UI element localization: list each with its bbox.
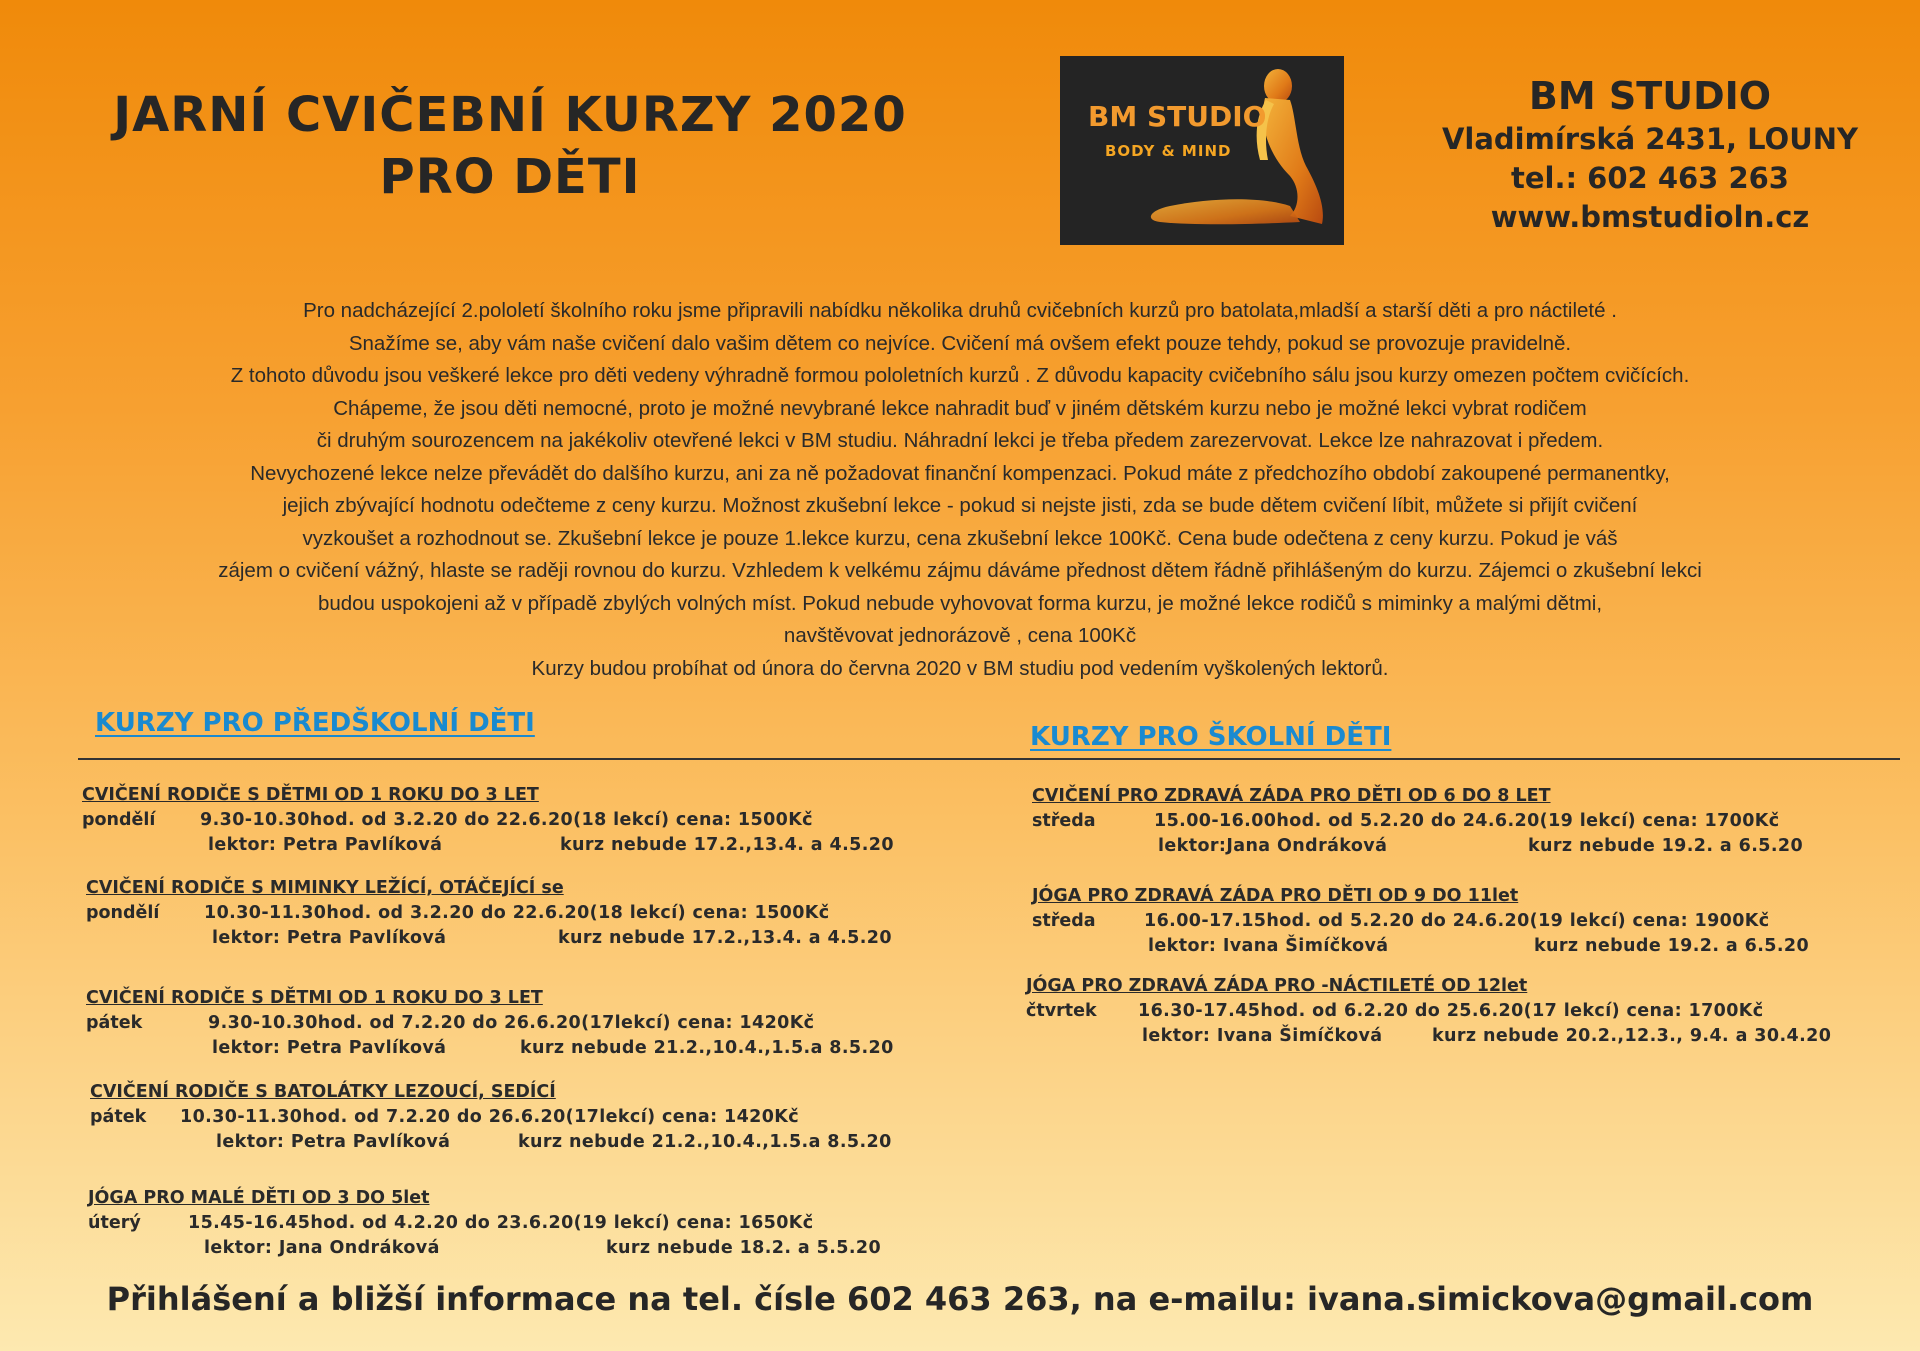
course-lector: lektor: Petra Pavlíková [212, 928, 447, 948]
title-line-2: PRO DĚTI [379, 149, 641, 205]
intro-line: navštěvovat jednorázově , cena 100Kč [783, 624, 1137, 647]
course-day: středa [1032, 911, 1096, 931]
course-day: pondělí [82, 810, 156, 830]
course-time: 15.00-16.00hod. od 5.2.20 do 24.6.20(19 lekcí) cena: 1700Kč [1154, 811, 1780, 831]
school-heading: KURZY PRO ŠKOLNÍ DĚTI [1030, 722, 1392, 752]
course-lector: lektor: Petra Pavlíková [212, 1038, 447, 1058]
course-item [1026, 976, 1832, 1046]
page-title [60, 84, 960, 208]
course-note: kurz nebude 21.2.,10.4.,1.5.a 8.5.20 [518, 1132, 892, 1152]
intro-line: Nevychozené lekce nelze převádět do dalšího kurzu, ani za ně požadovat finanční kompenzaci. Pokud máte z předchozího období zakoupené permanentky, [250, 461, 1670, 485]
course-title: JÓGA PRO MALÉ DĚTI OD 3 DO 5let [88, 1188, 430, 1208]
course-item [1032, 786, 1804, 856]
intro-line: budou uspokojeni až v případě zbylých volných míst. Pokud nebude vyhovovat forma kurzu, je možné lekce rodičů s miminky a malými dětmi, [317, 591, 1603, 615]
course-note: kurz nebude 21.2.,10.4.,1.5.a 8.5.20 [520, 1038, 894, 1058]
intro-line: zájem o cvičení vážný, hlaste se raději rovnou do kurzu. Vzhledem k velkému zájmu dáváme přednost dětem řádně přihlášeným do kurzu. Zájemci o zkušební lekci [218, 559, 1702, 582]
course-item [88, 1188, 882, 1258]
intro-line: Pro nadcházející 2.pololetí školního roku jsme připravili nabídku několika druhů cvičebních kurzů pro batolata,mladší a starší děti a pro náctileté . [303, 299, 1617, 322]
intro-line: vyzkoušet a rozhodnout se. Zkušební lekce je pouze 1.lekce kurzu, cena zkušební lekce 100Kč. Cena bude odečtena z ceny kurzu. Pokud je váš [302, 526, 1618, 550]
course-note: kurz nebude 19.2. a 6.5.20 [1534, 936, 1810, 956]
studio-logo [1060, 56, 1344, 245]
logo-brand: BM STUDIO [1088, 100, 1267, 133]
course-lector: lektor: Ivana Šimíčková [1142, 1026, 1383, 1046]
course-time: 9.30-10.30hod. od 3.2.20 do 22.6.20(18 lekcí) cena: 1500Kč [200, 810, 813, 830]
contact-name: BM STUDIO [1528, 74, 1772, 118]
course-note: kurz nebude 18.2. a 5.5.20 [606, 1238, 882, 1258]
course-time: 16.30-17.45hod. od 6.2.20 do 25.6.20(17 lekcí) cena: 1700Kč [1138, 1001, 1764, 1021]
intro-line: Snažíme se, aby vám naše cvičení dalo vašim dětem co nejvíce. Cvičení má ovšem efekt pouze tehdy, pokud se provozuje pravidelně. [348, 331, 1572, 355]
contact-phone: tel.: 602 463 263 [1511, 161, 1789, 195]
intro-line: či druhým sourozencem na jakékoliv otevřené lekci v BM studiu. Náhradní lekci je třeba předem zarezervovat. Lekce lze nahrazovat i předem. [316, 429, 1604, 452]
course-day: pondělí [86, 903, 160, 923]
course-day: čtvrtek [1026, 1001, 1097, 1021]
course-title: CVIČENÍ PRO ZDRAVÁ ZÁDA PRO DĚTI OD 6 DO 8 LET [1032, 786, 1551, 806]
course-time: 16.00-17.15hod. od 5.2.20 do 24.6.20(19 lekcí) cena: 1900Kč [1144, 911, 1770, 931]
course-day: pátek [86, 1013, 143, 1033]
course-item [86, 878, 892, 948]
course-lector: lektor:Jana Ondráková [1158, 836, 1388, 856]
intro-line: Chápeme, že jsou děti nemocné, proto je možné nevybrané lekce nahradit buď v jiném dětském kurzu nebo je možné lekci vybrat rodičem [333, 396, 1587, 420]
course-lector: lektor: Petra Pavlíková [216, 1132, 451, 1152]
section-divider [78, 758, 1900, 760]
logo-tagline: BODY & MIND [1105, 142, 1232, 160]
course-item [86, 988, 894, 1058]
course-day: středa [1032, 811, 1096, 831]
course-title: CVIČENÍ RODIČE S DĚTMI OD 1 ROKU DO 3 LET [82, 785, 539, 805]
course-title: JÓGA PRO ZDRAVÁ ZÁDA PRO -NÁCTILETÉ OD 12let [1026, 976, 1528, 996]
course-day: úterý [88, 1213, 141, 1233]
course-title: CVIČENÍ RODIČE S BATOLÁTKY LEZOUCÍ, SEDÍCÍ [90, 1082, 556, 1102]
course-day: pátek [90, 1107, 147, 1127]
course-note: kurz nebude 20.2.,12.3., 9.4. a 30.4.20 [1432, 1026, 1832, 1046]
course-lector: lektor: Ivana Šimíčková [1148, 936, 1389, 956]
course-item [1032, 886, 1810, 956]
intro-line: Kurzy budou probíhat od února do června 2020 v BM studiu pod vedením vyškolených lektorů. [531, 656, 1389, 680]
contact-web: www.bmstudioln.cz [1490, 200, 1810, 234]
intro-line: Z tohoto důvodu jsou veškeré lekce pro děti vedeny výhradně formou pololetních kurzů . Z důvodu kapacity cvičebního sálu jsou kurzy omezen počtem cvičících. [230, 364, 1690, 387]
intro-line: jejich zbývající hodnotu odečteme z ceny kurzu. Možnost zkušební lekce - pokud si nejste jisti, zda se bude dětem cvičení líbit, můžete si přijít cvičení [282, 494, 1638, 517]
course-note: kurz nebude 17.2.,13.4. a 4.5.20 [558, 928, 892, 948]
course-title: CVIČENÍ RODIČE S MIMINKY LEŽÍCÍ, OTÁČEJÍCÍ se [86, 878, 564, 898]
course-note: kurz nebude 19.2. a 6.5.20 [1528, 836, 1804, 856]
course-note: kurz nebude 17.2.,13.4. a 4.5.20 [560, 835, 894, 855]
intro-text [40, 295, 1880, 685]
course-lector: lektor: Jana Ondráková [204, 1238, 440, 1258]
course-title: CVIČENÍ RODIČE S DĚTMI OD 1 ROKU DO 3 LET [86, 988, 543, 1008]
course-time: 10.30-11.30hod. od 3.2.20 do 22.6.20(18 lekcí) cena: 1500Kč [204, 903, 830, 923]
title-line-1: JARNÍ CVIČEBNÍ KURZY 2020 [113, 87, 907, 143]
course-time: 15.45-16.45hod. od 4.2.20 do 23.6.20(19 lekcí) cena: 1650Kč [188, 1213, 814, 1233]
course-time: 10.30-11.30hod. od 7.2.20 do 26.6.20(17lekcí) cena: 1420Kč [180, 1107, 800, 1127]
course-item [82, 785, 894, 855]
course-lector: lektor: Petra Pavlíková [208, 835, 443, 855]
preschool-heading: KURZY PRO PŘEDŠKOLNÍ DĚTI [95, 708, 535, 738]
footer-contact: Přihlášení a bližší informace na tel. čísle 602 463 263, na e-mailu: ivana.simickova@gmail.com [106, 1280, 1814, 1318]
contact-block [1420, 72, 1880, 237]
course-title: JÓGA PRO ZDRAVÁ ZÁDA PRO DĚTI OD 9 DO 11let [1032, 886, 1519, 906]
contact-address: Vladimírská 2431, LOUNY [1441, 122, 1859, 156]
course-item [90, 1082, 892, 1152]
course-time: 9.30-10.30hod. od 7.2.20 do 26.6.20(17lekcí) cena: 1420Kč [208, 1013, 815, 1033]
